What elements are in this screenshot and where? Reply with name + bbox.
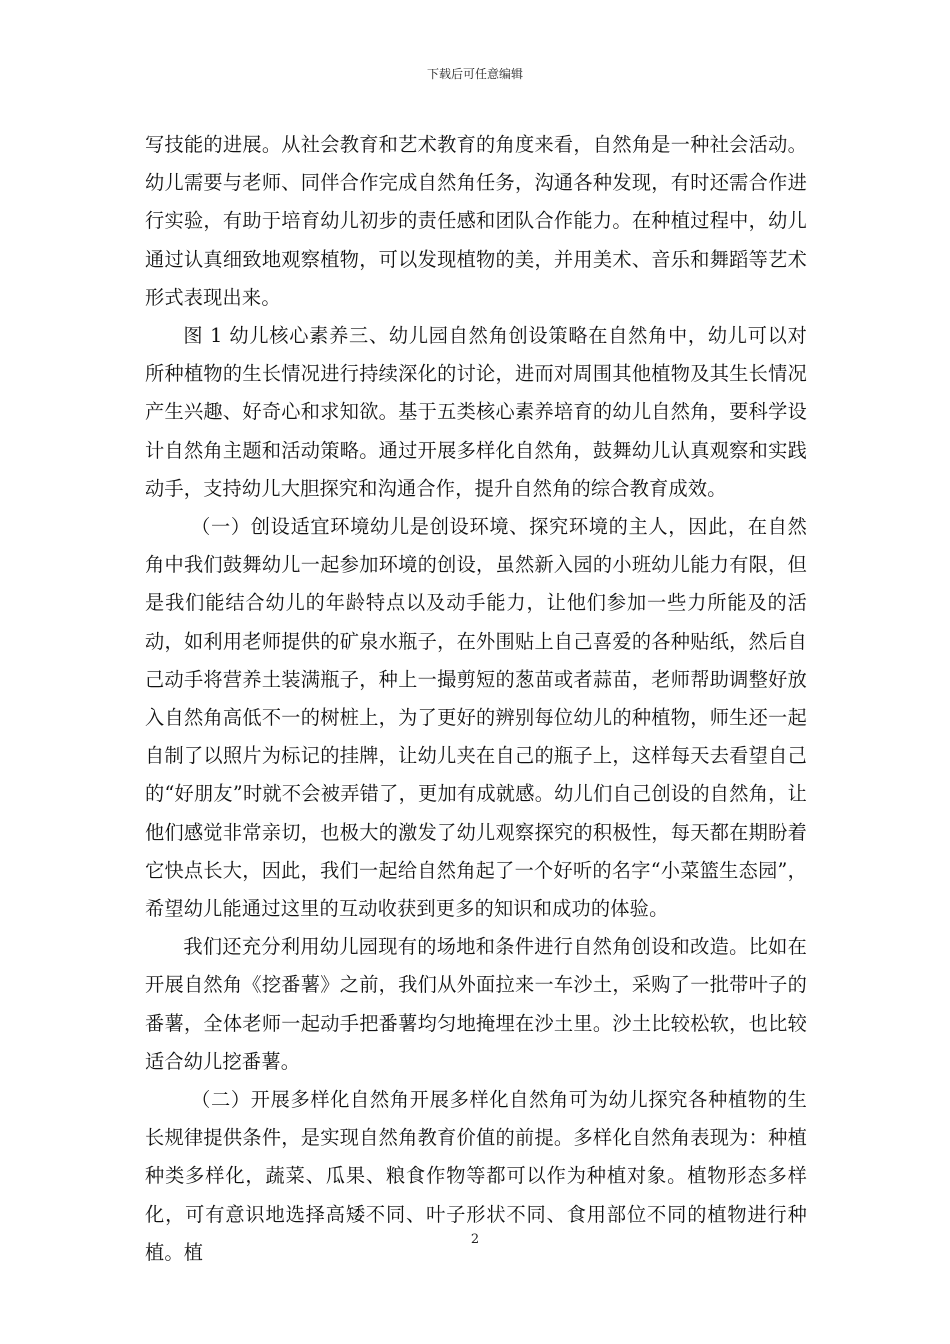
paragraph-4: 我们还充分利用幼儿园现有的场地和条件进行自然角创设和改造。比如在开展自然角《挖番薯》之前，我们从外面拉来一车沙土，采购了一批带叶子的番薯，全体老师一起动手把番薯均匀地掩埋在沙土里。沙土比较松软，也比较适合幼儿挖番薯。 (145, 935, 807, 1073)
paragraph-5: （二）开展多样化自然角开展多样化自然角可为幼儿探究各种植物的生长规律提供条件，是实现自然角教育价值的前提。多样化自然角表现为：种植种类多样化，蔬菜、瓜果、粮食作物等都可以作为种植对象。植物形态多样化，可有意识地选择高矮不同、叶子形状不同、食用部位不同的植物进行种植。植 (145, 1088, 807, 1264)
paragraph-1: 写技能的进展。从社会教育和艺术教育的角度来看，自然角是一种社会活动。幼儿需要与老师、同伴合作完成自然角任务，沟通各种发现，有时还需合作进行实验，有助于培育幼儿初步的责任感和团队合作能力。在种植过程中，幼儿通过认真细致地观察植物，可以发现植物的美，并用美术、音乐和舞蹈等艺术形式表现出来。 (145, 133, 807, 309)
page-number: 2 (470, 1232, 480, 1247)
paragraph-3: （一）创设适宜环境幼儿是创设环境、探究环境的主人，因此，在自然角中我们鼓舞幼儿一起参加环境的创设，虽然新入园的小班幼儿能力有限，但是我们能结合幼儿的年龄特点以及动手能力，让他们参加一些力所能及的活动，如利用老师提供的矿泉水瓶子，在外围贴上自己喜爱的各种贴纸，然后自己动手将营养土装满瓶子，种上一撮剪短的葱苗或者蒜苗，老师帮助调整好放入自然角高低不一的树桩上，为了更好的辨别每位幼儿的种植物，师生还一起自制了以照片为标记的挂牌，让幼儿夹在自己的瓶子上，这样每天去看望自己的“好朋友”时就不会被弄错了，更加有成就感。幼儿们自己创设的自然角，让他们感觉非常亲切，也极大的激发了幼儿观察探究的积极性，每天都在期盼着它快点长大，因此，我们一起给自然角起了一个好听的名字“小菜篮生态园”，希望幼儿能通过这里的互动收获到更多的知识和成功的体验。 (145, 515, 807, 921)
paragraph-2: 图 1 幼儿核心素养三、幼儿园自然角创设策略在自然角中，幼儿可以对所种植物的生长情况进行持续深化的讨论，进而对周围其他植物及其生长情况产生兴趣、好奇心和求知欲。基于五类核心素养培育的幼儿自然角，要科学设计自然角主题和活动策略。通过开展多样化自然角，鼓舞幼儿认真观察和实践动手，支持幼儿大胆探究和沟通合作，提升自然角的综合教育成效。 (145, 324, 807, 500)
page-header: 下载后可任意编辑 (426, 67, 523, 81)
document-body (145, 126, 807, 1272)
